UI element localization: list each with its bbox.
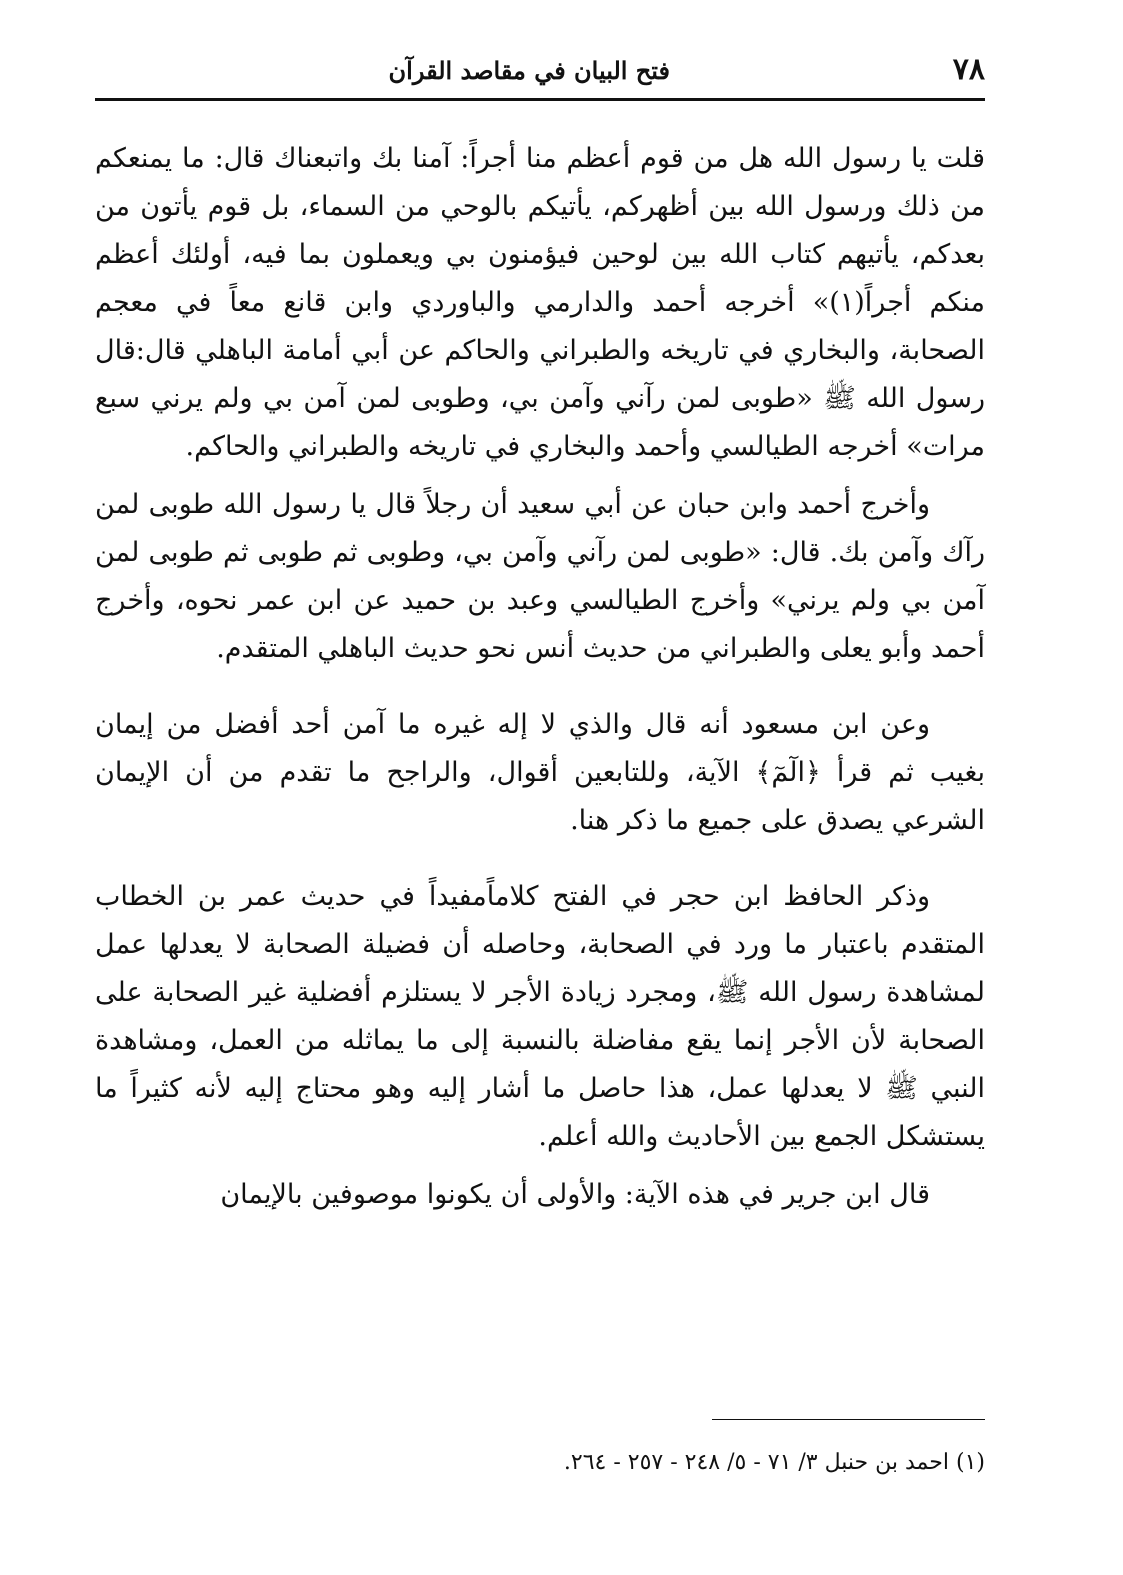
footnote-rule: [712, 1419, 985, 1420]
page-number: ٧٨: [952, 52, 985, 87]
header-rule: [95, 98, 985, 101]
book-title: فتح البيان في مقاصد القرآن: [388, 56, 670, 85]
running-header: [95, 50, 985, 100]
paragraph-1: قلت يا رسول الله هل من قوم أعظم منا أجراً: آمنا بك واتبعناك قال: ما يمنعكم من ذلك ورسول الله بين أظهركم، يأتيكم بالوحي من السماء، بل قوم يأتون من بعدكم، يأتيهم كتاب الله بين لوحين فيؤمنون بي ويعملون بما فيه، أولئك أعظم منكم أجراً(١)» أخرجه أحمد والدارمي والباوردي وابن قانع معاً في معجم الصحابة، والبخاري في تاريخه والطبراني والحاكم عن أبي أمامة الباهلي قال:قال رسول الله ﷺ «طوبى لمن رآني وآمن بي، وطوبى لمن آمن بي ولم يرني سبع مرات» أخرجه الطيالسي وأحمد والبخاري في تاريخه والطبراني والحاكم.: [95, 143, 985, 462]
paragraph-5: قال ابن جرير في هذه الآية: والأولى أن يكونوا موصوفين بالإيمان: [220, 1179, 930, 1210]
main-text: [95, 135, 985, 1219]
footnote: (١) احمد بن حنبل ٣/ ٧١ - ٥/ ٢٤٨ - ٢٥٧ - ٢٦٤.: [563, 1450, 985, 1475]
paragraph-4: وذكر الحافظ ابن حجر في الفتح كلاماًمفيداً في حديث عمر بن الخطاب المتقدم باعتبار ما ورد في الصحابة، وحاصله أن فضيلة الصحابة لا يعدلها عمل لمشاهدة رسول الله ﷺ، ومجرد زيادة الأجر لا يستلزم أفضلية غير الصحابة على الصحابة لأن الأجر إنما يقع مفاضلة بالنسبة إلى ما يماثله من العمل، ومشاهدة النبي ﷺ لا يعدلها عمل، هذا حاصل ما أشار إليه وهو محتاج إليه لأنه كثيراً ما يستشكل الجمع بين الأحاديث والله أعلم.: [95, 881, 985, 1152]
paragraph-3: وعن ابن مسعود أنه قال والذي لا إله غيره ما آمن أحد أفضل من إيمان بغيب ثم قرأ ﴿الٓمٓ﴾ الآية، وللتابعين أقوال، والراجح ما تقدم من أن الإيمان الشرعي يصدق على جميع ما ذكر هنا.: [95, 709, 985, 836]
paragraph-2: وأخرج أحمد وابن حبان عن أبي سعيد أن رجلاً قال يا رسول الله طوبى لمن رآك وآمن بك. قال: «طوبى لمن رآني وآمن بي، وطوبى ثم طوبى ثم طوبى لمن آمن بي ولم يرني» وأخرج الطيالسي وعبد بن حميد عن ابن عمر نحوه، وأخرج أحمد وأبو يعلى والطبراني من حديث أنس نحو حديث الباهلي المتقدم.: [95, 489, 985, 664]
